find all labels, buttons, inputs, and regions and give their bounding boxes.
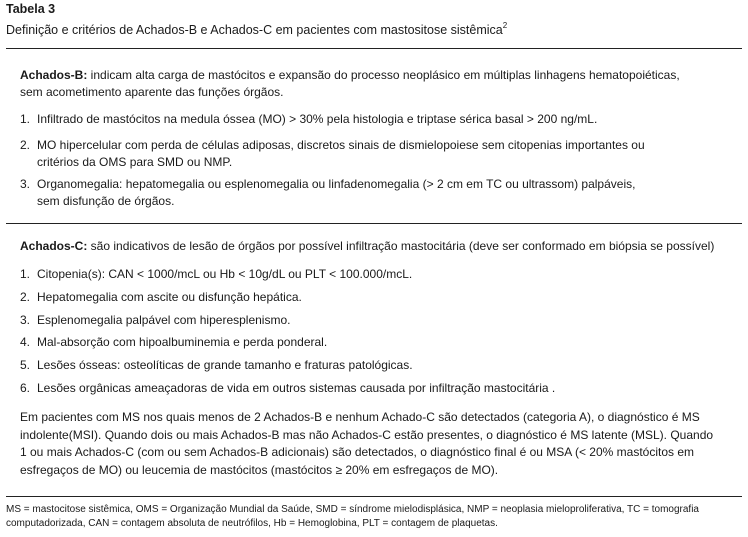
achados-b-intro [20,67,736,101]
list-text [37,176,727,210]
list-text-line: Organomegalia: hepatomegalia ou esplenomegalia ou linfadenomegalia (> 2 cm em TC ou ultrassom) palpáveis, [37,177,636,191]
list-number: 4. [20,335,31,349]
list-number: 3. [20,313,31,327]
diagnosis-line: indolente(MSI). Quando dois ou mais Achados-B mas não Achados-C estão presentes, o diagnóstico é MS latente (MSL). Quando [20,427,714,442]
list-text: Lesões orgânicas ameaçadoras de vida em outros sistemas causada por infiltração mastocitária . [37,381,556,395]
diagnosis-line: esfregaços de MO) ou leucemia de mastócitos (mastócitos ≥ 20% em esfregaços de MO). [20,462,499,477]
footnote-line: MS = mastocitose sistêmica, OMS = Organização Mundial da Saúde, SMD = síndrome mielodisplásica, NMP = neoplasia mieloproliferativa, TC = tomografia [6,504,699,515]
list-text [37,111,727,128]
achados-c-text: são indicativos de lesão de órgãos por possível infiltração mastocitária (deve ser conformado em biópsia se possível) [87,239,715,253]
list-number: 1. [20,267,31,281]
middle-rule [6,223,742,224]
achados-c-intro [20,238,736,255]
list-number: 2. [20,290,31,304]
caption-reference: 2 [502,21,508,30]
list-number: 2. [20,138,31,152]
list-text: Esplenomegalia palpável com hiperesplenismo. [37,313,291,327]
achados-c-term: Achados-C: [20,239,88,253]
achados-c-line-1 [20,238,736,255]
list-text-line: critérios da OMS para SMD ou NMP. [37,155,233,169]
list-text-line: Infiltrado de mastócitos na medula óssea (MO) > 30% pela histologia e triptase sérica basal > 200 ng/mL. [37,112,598,126]
diagnosis-paragraph [20,409,736,479]
footnote-line: computadorizada, CAN = contagem absoluta de neutrófilos, Hb = Hemoglobina, PLT = contagem de plaquetas. [6,518,498,529]
list-number: 6. [20,381,31,395]
caption-text: Definição e critérios de Achados-B e Achados-C em pacientes com mastositose sistêmica [6,23,503,38]
table-caption [6,22,507,37]
list-number: 1. [20,112,31,126]
diagnosis-line: Em pacientes com MS nos quais menos de 2 Achados-B e nenhum Achado-C são detectados (categoria A), o diagnóstico é MS [20,410,700,424]
list-number: 3. [20,177,31,191]
achados-b-text: indicam alta carga de mastócitos e expansão do processo neoplásico em múltiplas linhagens hematopoiéticas, [87,68,680,82]
bottom-rule [6,496,742,497]
achados-b-line-2: sem acometimento aparente das funções órgãos. [20,85,284,99]
list-text: Lesões ósseas: osteolíticas de grande tamanho e fraturas patológicas. [37,358,413,372]
list-text: Hepatomegalia com ascite ou disfunção hepática. [37,290,302,304]
table-title: Tabela 3 [6,2,56,16]
achados-b-line-1 [20,67,736,84]
list-number: 5. [20,358,31,372]
list-text [37,137,727,171]
list-text: Mal-absorção com hipoalbuminemia e perda ponderal. [37,335,328,349]
list-text: Citopenia(s): CAN < 1000/mcL ou Hb < 10g/dL ou PLT < 100.000/mcL. [37,267,413,281]
diagnosis-line: 1 ou mais Achados-C (com ou sem Achados-B adicionais) são detectados, o diagnóstico final é ou MSA (< 20% mastócitos em [20,445,695,459]
top-rule [6,48,742,49]
achados-b-term: Achados-B: [20,68,88,82]
footnote [6,503,742,531]
list-text-line: sem disfunção de órgãos. [37,194,175,208]
list-text-line: MO hipercelular com perda de células adiposas, discretos sinais de dismielopoiese sem citopenias importantes ou [37,138,645,152]
